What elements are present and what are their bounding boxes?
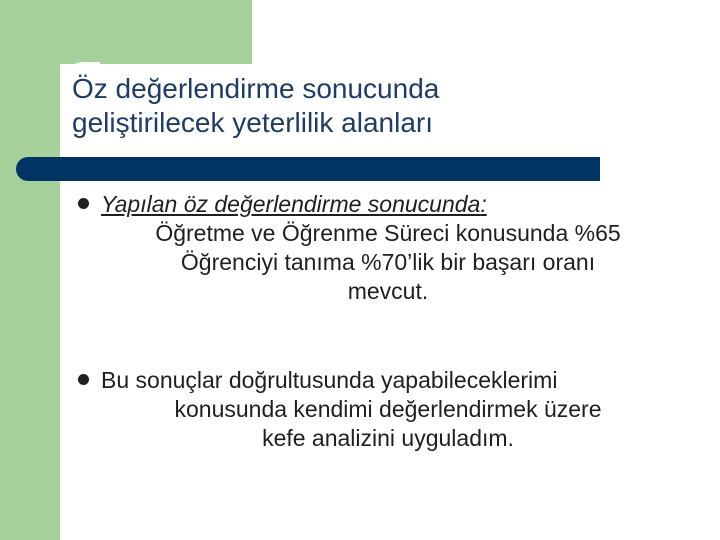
bullet-1-line-2: Öğrenciyi tanıma %70’lik bir başarı oranı bbox=[180, 249, 596, 275]
slide-title-line-2: geliştirilecek yeterlilik alanları bbox=[72, 107, 434, 138]
slide-title-line-1: Öz değerlendirme sonucunda bbox=[72, 73, 440, 104]
bullet-1-line-1: Öğretme ve Öğrenme Süreci konusunda %65 bbox=[155, 220, 621, 246]
bullet-1-lead-punct: : bbox=[480, 191, 487, 217]
bullet-dot-icon bbox=[78, 374, 89, 385]
bullet-2-line-1: konusunda kendimi değerlendirmek üzere bbox=[174, 396, 602, 422]
bullet-1-lead: Yapılan öz değerlendirme sonucunda bbox=[101, 191, 481, 217]
title-divider-bar bbox=[16, 157, 600, 181]
bullet-item-1 bbox=[78, 190, 698, 306]
bullet-dot-icon bbox=[78, 198, 89, 209]
bullet-item-2 bbox=[78, 366, 698, 453]
bullet-2-line-2: kefe analizini uyguladım. bbox=[262, 425, 514, 451]
bullet-2-first-line: Bu sonuçlar doğrultusunda yapabileceklerimi bbox=[101, 367, 558, 393]
slide-title bbox=[72, 72, 632, 140]
decorative-green-strip-left bbox=[0, 0, 60, 540]
bullet-1-line-3: mevcut. bbox=[347, 278, 429, 304]
